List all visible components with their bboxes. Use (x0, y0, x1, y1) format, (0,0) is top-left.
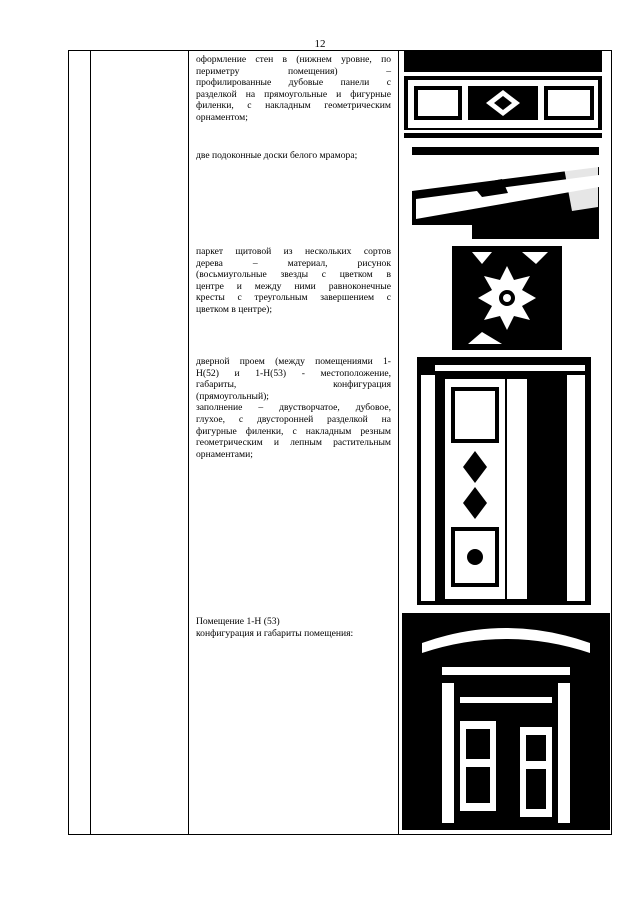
entry-line: две подоконные доски белого мрамора; (196, 150, 358, 161)
entry-line: центре и между ними равноконечные (196, 280, 391, 292)
entry-doorway (196, 356, 391, 460)
table-border-left (68, 50, 69, 834)
parquet-photo (452, 246, 562, 350)
entry-line: орнаментом; (196, 111, 248, 123)
page-number: 12 (314, 38, 326, 50)
inventory-table (68, 50, 612, 834)
entry-line: орнаментами; (196, 448, 253, 460)
wall-panel-photo (404, 50, 602, 138)
entry-room-53 (196, 616, 391, 639)
entry-parquet (196, 246, 391, 316)
entry-line: конфигурация и габариты помещения: (196, 627, 354, 639)
entry-line: цветком в центре); (196, 303, 272, 315)
windowsill-photo (412, 147, 599, 239)
entry-line: Н(52) и 1-Н(53) - местоположение, (196, 367, 391, 379)
entry-line: Помещение 1-Н (53) (196, 616, 280, 627)
entry-line: (прямоугольный); (196, 390, 269, 402)
table-divider-3 (398, 50, 399, 834)
entry-wall-panels (196, 54, 391, 124)
entry-line: (восьмиугольные звезды с цветком в (196, 269, 391, 281)
door-photo (417, 357, 591, 605)
table-bottom-border (68, 834, 612, 835)
entry-line: разделкой на прямоугольные и фигурные (196, 88, 391, 100)
entry-line: дверной проем (между помещениями 1- (196, 356, 391, 367)
entry-line: глухое, с двусторонней разделкой на (196, 413, 391, 425)
entry-line: кресты с треугольным завершением с (196, 292, 391, 304)
entry-line: паркет щитовой из нескольких сортов (196, 246, 391, 257)
entry-line: филенки, с накладным геометрическим (196, 100, 391, 112)
table-divider-1 (90, 50, 91, 834)
entry-line: профилированные дубовые панели с (196, 77, 391, 89)
entry-line: дерева – материал, рисунок (196, 257, 391, 269)
table-border-right (611, 50, 612, 834)
entry-line: периметру помещения) – (196, 65, 391, 77)
room-53-photo (402, 613, 610, 830)
entry-line: заполнение – двустворчатое, дубовое, (196, 402, 391, 414)
table-divider-2 (188, 50, 189, 834)
entry-line: оформление стен в (нижнем уровне, по (196, 54, 391, 65)
entry-line: геометрическим и лепным растительным (196, 437, 391, 449)
entry-line: фигурные филенки, с накладным резным (196, 425, 391, 437)
entry-windowsills (196, 150, 391, 162)
entry-line: габариты, конфигурация (196, 379, 391, 391)
